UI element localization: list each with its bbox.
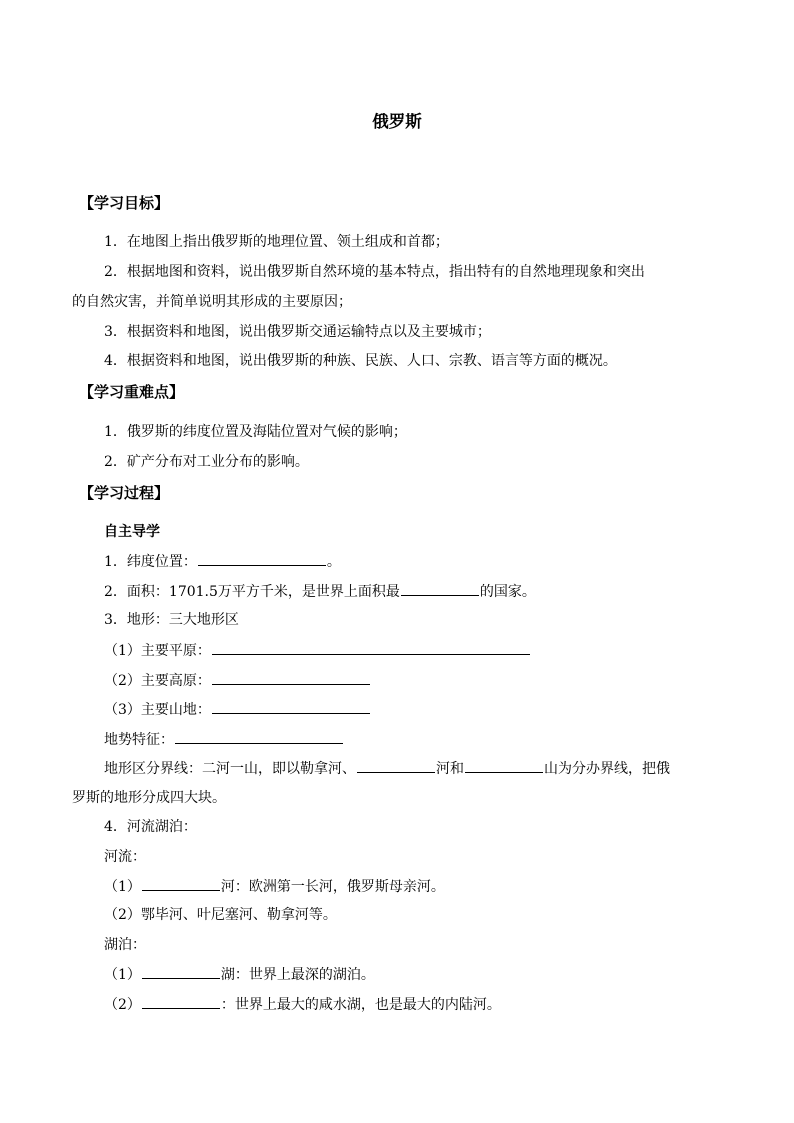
- objective-item: 3．根据资料和地图，说出俄罗斯交通运输特点以及主要城市；: [104, 324, 491, 340]
- lake2-line: [104, 994, 501, 1015]
- latitude-blank[interactable]: [198, 551, 326, 566]
- key-point-item: 2．矿产分布对工业分布的影响。: [104, 454, 309, 470]
- objective-item: 1．在地图上指出俄罗斯的地理位置、领土组成和首都；: [104, 234, 449, 250]
- objective-item: 2．根据地图和资料，说出俄罗斯自然环境的基本特点，指出特有的自然地理现象和突出: [104, 264, 645, 280]
- lakes-label: 湖泊：: [104, 937, 146, 953]
- latitude-line: [104, 551, 341, 572]
- area-line: [104, 581, 536, 602]
- mountains-blank[interactable]: [212, 699, 370, 714]
- key-points-heading: 【学习重难点】: [79, 383, 185, 401]
- objective-item-continued: 的自然灾害，并简单说明其形成的主要原因；: [72, 294, 352, 310]
- plains-line: [104, 640, 531, 661]
- boundary-mountain-blank[interactable]: [465, 758, 543, 773]
- area-suffix: 的国家。: [479, 584, 536, 600]
- area-blank[interactable]: [401, 581, 479, 596]
- boundary-line: [104, 758, 670, 779]
- latitude-end: 。: [326, 554, 341, 570]
- lake2-blank[interactable]: [142, 994, 220, 1009]
- terrain-label: 3．地形：三大地形区: [104, 612, 239, 628]
- key-point-item: 1．俄罗斯的纬度位置及海陆位置对气候的影响；: [104, 424, 407, 440]
- plateaus-blank[interactable]: [212, 670, 370, 685]
- plains-label: （1）主要平原：: [104, 643, 211, 659]
- boundary-middle: 河和: [436, 761, 464, 777]
- rivers-label: 河流：: [104, 849, 146, 865]
- river1-suffix: 河：欧洲第一长河，俄罗斯母亲河。: [220, 879, 445, 895]
- river1-prefix: （1）: [104, 879, 141, 895]
- lake2-prefix: （2）: [104, 997, 141, 1013]
- lake1-prefix: （1）: [104, 967, 141, 983]
- boundary-river-blank[interactable]: [357, 758, 435, 773]
- boundary-suffix: 山为分办界线，把俄: [544, 761, 670, 777]
- plateaus-line: [104, 670, 371, 691]
- rivers-lakes-label: 4．河流湖泊：: [104, 819, 197, 835]
- plateaus-label: （2）主要高原：: [104, 673, 211, 689]
- process-heading: 【学习过程】: [79, 484, 170, 502]
- mountains-line: [104, 699, 371, 720]
- objective-item: 4．根据资料和地图，说出俄罗斯的种族、民族、人口、宗教、语言等方面的概况。: [104, 353, 617, 369]
- river2-line: （2）鄂毕河、叶尼塞河、勒拿河等。: [104, 907, 337, 923]
- lake1-line: [104, 964, 375, 985]
- area-prefix: 2．面积：1701.5万平方千米，是世界上面积最: [104, 584, 400, 600]
- boundary-prefix: 地形区分界线：二河一山，即以勒拿河、: [104, 761, 356, 777]
- terrain-feature-line: [104, 729, 344, 750]
- mountains-label: （3）主要山地：: [104, 702, 211, 718]
- lake1-blank[interactable]: [142, 964, 220, 979]
- river1-line: [104, 876, 445, 897]
- self-study-subheading: 自主导学: [104, 524, 160, 540]
- latitude-label: 1．纬度位置：: [104, 554, 197, 570]
- lake1-suffix: 湖：世界上最深的湖泊。: [220, 967, 375, 983]
- page-title: 俄罗斯: [372, 112, 422, 131]
- terrain-feature-blank[interactable]: [175, 729, 343, 744]
- river1-blank[interactable]: [142, 876, 220, 891]
- boundary-continued: 罗斯的地形分成四大块。: [72, 790, 226, 806]
- lake2-suffix: ：世界上最大的咸水湖，也是最大的内陆河。: [220, 997, 501, 1013]
- plains-blank[interactable]: [212, 640, 530, 655]
- objectives-heading: 【学习目标】: [79, 194, 170, 212]
- terrain-feature-label: 地势特征：: [104, 732, 174, 748]
